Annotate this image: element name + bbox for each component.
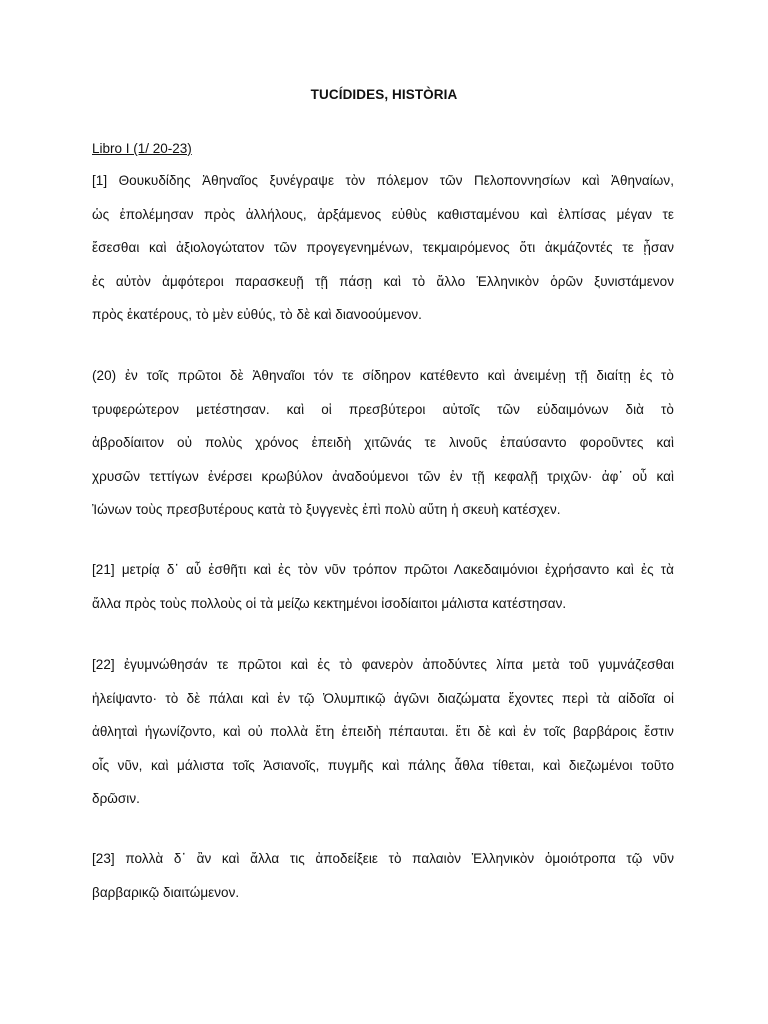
paragraph-line: ὡς ἐπολέμησαν πρὸς ἀλλήλους, ἀρξάμενος εὐθὺς καθισταμένου καὶ ἐλπίσας μέγαν τε [92,206,674,222]
paragraph-line: [22] ἐγυμνώθησάν τε πρῶτοι καὶ ἐς τὸ φανερὸν ἀποδύντες λίπα μετὰ τοῦ γυμνάζεσθαι [92,657,674,672]
paragraph-21 [92,553,674,620]
paragraph-line: χρυσῶν τεττίγων ἐνέρσει κρωβύλον ἀναδούμενοι τῶν ἐν τῇ κεφαλῇ τριχῶν· ἀφ᾽ οὗ καὶ [92,468,674,484]
paragraph-line: ἁβροδίαιτον οὐ πολὺς χρόνος ἐπειδὴ χιτῶνάς τε λινοῦς ἐπαύσαντο φοροῦντες καὶ [92,435,674,450]
paragraph-line: (20) ἐν τοῖς πρῶτοι δὲ Ἀθηναῖοι τόν τε σίδηρον κατέθεντο καὶ ἀνειμένῃ τῇ διαίτῃ ἐς τὸ [92,368,674,383]
paragraph-line: ἄλλα πρὸς τοὺς πολλοὺς οἱ τὰ μείζω κεκτημένοι ἰσοδίαιτοι μάλιστα κατέστησαν. [92,595,567,611]
paragraph-1 [92,164,674,332]
paragraph-line: Ἰώνων τοὺς πρεσβυτέρους κατὰ τὸ ξυγγενὲς ἐπὶ πολὺ αὕτη ἡ σκευὴ κατέσχεν. [92,502,561,517]
paragraph-line: ἐς αὐτὸν ἀμφότεροι παρασκευῇ τῇ πάσῃ καὶ τὸ ἄλλο Ἑλληνικὸν ὁρῶν ξυνιστάμενον [92,273,674,289]
document-subtitle: Libro I (1/ 20-23) [92,141,192,156]
paragraph-line: [21] μετρίᾳ δ᾽ αὖ ἐσθῆτι καὶ ἐς τὸν νῦν τρόπον πρῶτοι Λακεδαιμόνιοι ἐχρήσαντο καὶ ἐς τὰ [92,562,674,577]
paragraph-line: οἷς νῦν, καὶ μάλιστα τοῖς Ἀσιανοῖς, πυγμῆς καὶ πάλης ἆθλα τίθεται, καὶ διεζωμένοι τοῦτο [92,757,674,773]
paragraph-20 [92,359,674,527]
paragraph-line: ἀθληταὶ ἠγωνίζοντο, καὶ οὐ πολλὰ ἔτη ἐπειδὴ πέπαυται. ἔτι δὲ καὶ ἐν τοῖς βαρβάροις ἔστιν [92,724,674,739]
paragraph-line: δρῶσιν. [92,791,140,806]
paragraph-line: τρυφερώτερον μετέστησαν. καὶ οἱ πρεσβύτεροι αὐτοῖς τῶν εὐδαιμόνων διὰ τὸ [92,401,674,417]
paragraph-23 [92,842,674,909]
document-title: TUCÍDIDES, HISTÒRIA [310,87,458,102]
paragraph-line: βαρβαρικῷ διαιτώμενον. [92,884,240,900]
paragraph-22 [92,648,674,816]
paragraph-line: ἔσεσθαι καὶ ἀξιολογώτατον τῶν προγεγενημένων, τεκμαιρόμενος ὅτι ἀκμάζοντές τε ᾖσαν [92,240,674,255]
paragraph-line: [23] πολλὰ δ᾽ ἂν καὶ ἄλλα τις ἀποδείξειε τὸ παλαιὸν Ἑλληνικὸν ὁμοιότροπα τῷ νῦν [92,851,674,866]
paragraph-line: ἠλείψαντο· τὸ δὲ πάλαι καὶ ἐν τῷ Ὀλυμπικῷ ἀγῶνι διαζώματα ἔχοντες περὶ τὰ αἰδοῖα οἱ [92,690,674,706]
paragraph-line: [1] Θουκυδίδης Ἀθηναῖος ξυνέγραψε τὸν πόλεμον τῶν Πελοποννησίων καὶ Ἀθηναίων, [92,173,674,188]
paragraph-line: πρὸς ἑκατέρους, τὸ μὲν εὐθύς, τὸ δὲ καὶ διανοούμενον. [92,307,422,322]
